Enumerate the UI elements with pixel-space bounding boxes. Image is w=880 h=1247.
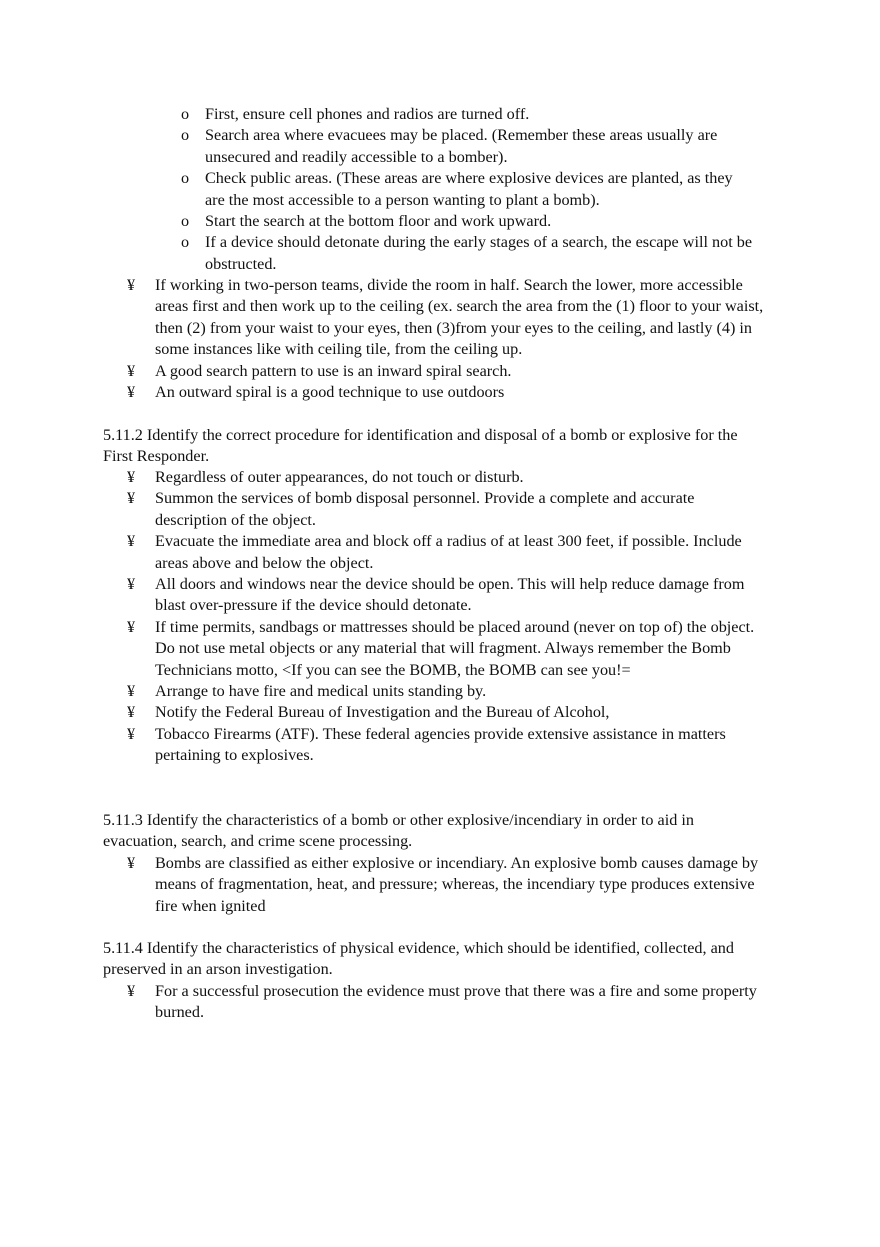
bullet-marker: ¥ (127, 575, 136, 594)
bullet-marker: ¥ (127, 489, 136, 508)
list-item (0, 681, 767, 702)
list-item (0, 211, 755, 232)
list-item (0, 382, 767, 403)
section-5-11-2-bullet-list (0, 467, 880, 767)
list-item (0, 981, 767, 1024)
bullet-marker: ¥ (127, 682, 136, 701)
list-item (0, 574, 767, 617)
list-item-text: Notify the Federal Bureau of Investigation and the Bureau of Alcohol, (155, 703, 610, 722)
section-5-11-4-bullet-list (0, 981, 880, 1024)
bullet-marker: ¥ (127, 854, 136, 872)
sub-bullet-marker: o (181, 126, 190, 145)
list-item-text: First, ensure cell phones and radios are turned off. (205, 105, 530, 123)
list-item (0, 361, 767, 382)
list-item (0, 702, 767, 723)
section-heading: 5.11.4 Identify the characteristics of physical evidence, which should be identified, collected, and preserved in an arson investigation. (103, 939, 734, 979)
list-item-text: Check public areas. (These areas are where explosive devices are planted, as they are the most accessible to a person wanting to plant a bomb). (205, 169, 733, 209)
list-item-text: An outward spiral is a good technique to use outdoors (155, 383, 505, 402)
list-item-text: Search area where evacuees may be placed. (Remember these areas usually are unsecured and readily accessible to a bomber). (205, 126, 718, 166)
list-item-text: If a device should detonate during the early stages of a search, the escape will not be obstructed. (205, 233, 753, 273)
list-item (0, 617, 767, 681)
sub-bullet-marker: o (181, 212, 190, 231)
section-heading: 5.11.3 Identify the characteristics of a bomb or other explosive/incendiary in order to aid in evacuation, search, and crime scene processing. (103, 811, 694, 851)
list-item-text: Regardless of outer appearances, do not touch or disturb. (155, 468, 524, 486)
section-5-11-2 (103, 425, 768, 468)
bullet-marker: ¥ (127, 532, 136, 551)
list-item (0, 531, 767, 574)
list-item-text: Start the search at the bottom floor and work upward. (205, 212, 552, 231)
list-item (0, 104, 755, 125)
list-item (0, 275, 767, 361)
section-5-11-3-bullet-list (0, 853, 880, 917)
list-item-text: If working in two-person teams, divide the room in half. Search the lower, more accessible areas first and then work up to the ceiling (ex. search the area from the (1) floor to your waist, then (2) from your waist to your eyes, then (3)from your eyes to the ceiling, and lastly (4) in some instances like with ceiling tile, from the ceiling up. (155, 276, 764, 359)
bullet-marker: ¥ (127, 617, 136, 636)
sub-bullet-marker: o (181, 169, 190, 188)
search-technique-bullet-list (0, 275, 880, 403)
bullet-marker: ¥ (127, 276, 136, 294)
section-5-11-4 (103, 938, 768, 981)
list-item (0, 232, 755, 275)
list-item (0, 724, 767, 767)
sub-bullet-marker: o (181, 233, 190, 252)
list-item (0, 488, 767, 531)
list-item (0, 467, 767, 488)
list-item-text: All doors and windows near the device should be open. This will help reduce damage from blast over-pressure if the device should detonate. (155, 575, 745, 615)
list-item-text: Evacuate the immediate area and block off a radius of at least 300 feet, if possible. Include areas above and below the object. (155, 532, 742, 572)
bullet-marker: ¥ (127, 724, 136, 743)
section-5-11-3 (103, 810, 768, 853)
bullet-marker: ¥ (127, 361, 136, 380)
list-item-text: Summon the services of bomb disposal personnel. Provide a complete and accurate description of the object. (155, 489, 695, 529)
list-item-text: Tobacco Firearms (ATF). These federal agencies provide extensive assistance in matters pertaining to explosives. (155, 724, 726, 765)
list-item (0, 125, 755, 168)
search-procedure-sub-list (0, 104, 880, 275)
list-item-text: Bombs are classified as either explosive or incendiary. An explosive bomb causes damage by means of fragmentation, heat, and pressure; whereas, the incendiary type produces extensive fire when ignited (155, 854, 759, 915)
sub-bullet-marker: o (181, 105, 190, 123)
list-item-text: If time permits, sandbags or mattresses should be placed around (never on top of) the object. Do not use metal objects or any material that will fragment. Always remember the Bomb Technicians motto, <If you can see the BOMB, the BOMB can see you!= (155, 617, 755, 679)
bullet-marker: ¥ (127, 468, 136, 486)
list-item (0, 168, 755, 211)
list-item-text: A good search pattern to use is an inward spiral search. (155, 361, 512, 380)
list-item-text: For a successful prosecution the evidence must prove that there was a fire and some property burned. (155, 982, 757, 1022)
section-heading: 5.11.2 Identify the correct procedure for identification and disposal of a bomb or explosive for the First Responder. (103, 426, 738, 466)
list-item-text: Arrange to have fire and medical units standing by. (155, 682, 487, 701)
list-item (0, 853, 767, 917)
bullet-marker: ¥ (127, 703, 136, 722)
bullet-marker: ¥ (127, 982, 136, 1000)
bullet-marker: ¥ (127, 383, 136, 402)
